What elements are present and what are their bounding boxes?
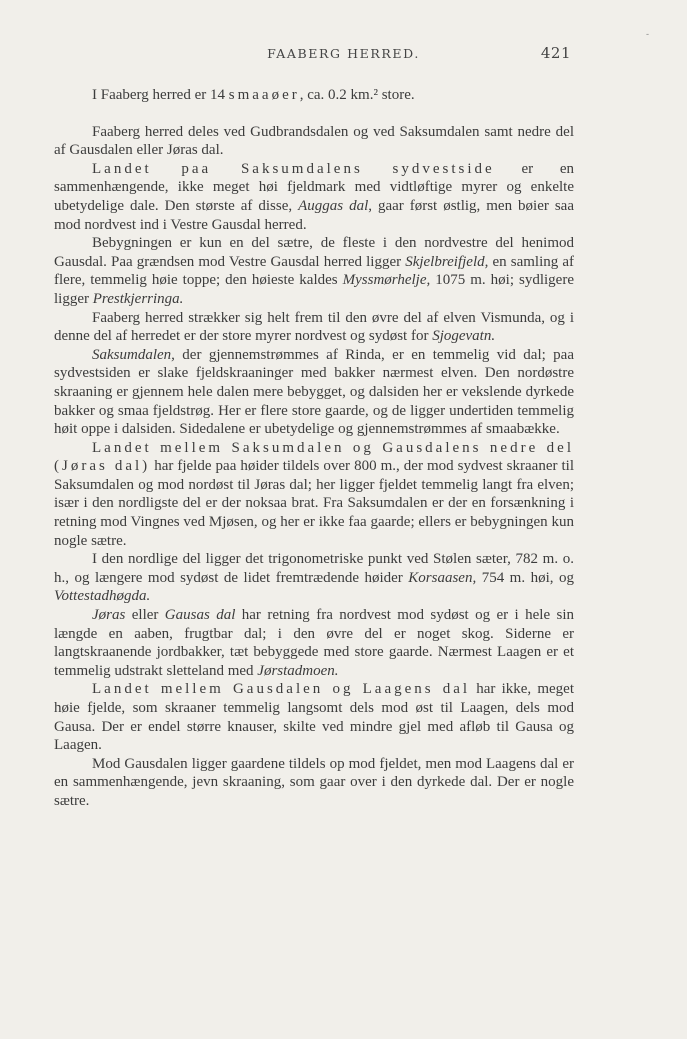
paragraph	[54, 439, 574, 551]
paragraph	[54, 309, 574, 346]
text-segment: I den nordlige del ligger det trigonometriske punkt ved Stølen sæter, 782 m. o. h., og længere mod sydøst de lidet fremtrædende høider	[54, 551, 574, 586]
corner-mark: -	[645, 30, 649, 40]
running-head	[0, 46, 687, 66]
text-segment: har ikke, meget høie fjelde, som skraaner temmelig langsomt dels mod øst til Laagen, dels mod Gausa. Der er endel større knauser, skilte ved mindre gjel med afløb til Gausa og Laagen.	[54, 681, 574, 754]
text-segment: 754 m. høi, og	[476, 569, 574, 586]
text-segment: , ca. 0.2 km.² store.	[299, 87, 415, 103]
paragraph	[54, 160, 574, 234]
italic-place-name: Korsaasen,	[408, 569, 477, 586]
italic-place-name: Auggas dal	[298, 197, 369, 214]
text-segment: har retning fra nordvest mod sydøst og er i hele sin længde en aaben, frugtbar dal; i den øvre del er noget skog. Siderne er langtskraanende jordbakker, tæt bebyggede med store gaarde. Nærmest Laagen er et temmelig udstrakt sletteland med	[54, 607, 574, 679]
paragraph	[54, 234, 574, 308]
body-text	[54, 86, 574, 811]
text-segment: der gjennemstrømmes af Rinda, er en temmelig vid dal; paa sydvestsiden er slake fjeldskraaninger med bakker nærmest elven. Den nordøstre skraaning er gjennem hele dalen mere bebygget, og dalsiden her er vekslende dyrkede bakker og smaa fjeldstrøg. Her er flere store gaarde, og de ligger undertiden temmelig høit oppe i dalsiden. Sidedalene er ubetydelige og gjennemstrømmes af smaabække.	[54, 346, 574, 438]
italic-place-name: Myssmørhelje,	[342, 272, 431, 289]
italic-place-name: Jørstadmoen.	[257, 662, 339, 679]
running-title: FAABERG HERRED.	[267, 46, 420, 61]
italic-place-name: Vottestadhøgda.	[54, 588, 151, 605]
text-segment: I Faaberg herred er 14	[92, 87, 229, 103]
page-number: 421	[540, 44, 571, 62]
text-segment: Faaberg herred deles ved Gudbrandsdalen og ved Saksumdalen samt nedre del af Gausdalen eller Jøras dal.	[54, 123, 574, 159]
italic-place-name: Prestkjerringa.	[92, 290, 184, 307]
italic-place-name: Sjogevatn.	[432, 328, 496, 345]
text-segment: Mod Gausdalen ligger gaardene tildels op mod fjeldet, men mod Laagens dal er en sammenhængende, jevn skraaning, som gaar over i den dyrkede dal. Der er nogle sætre.	[54, 755, 574, 809]
spaced-heading-text: Landet mellem Gausdalen og Laagens dal	[92, 681, 471, 698]
text-segment: Bebygningen er kun en del sætre, de fleste i den nordvestre del henimod Gausdal. Paa grændsen mod Vestre Gausdal herred ligger	[54, 235, 574, 270]
paragraph	[54, 346, 574, 439]
paragraph	[54, 550, 574, 606]
paragraph	[54, 86, 574, 105]
paragraph	[54, 606, 574, 680]
italic-place-name: Skjelbreifjeld,	[405, 253, 489, 270]
text-segment: , gaar først østlig, men bøier saa mod nordvest ind i Vestre Gausdal herred.	[54, 197, 574, 233]
text-segment: Faaberg herred strækker sig helt frem til den øvre del af elven Vismunda, og i denne del af herredet er der store myrer nordvest og sydøst for	[54, 309, 574, 345]
spaced-heading-text: smaaøer	[228, 87, 300, 103]
paragraph	[54, 123, 574, 160]
italic-place-name: Saksumdalen,	[92, 346, 175, 363]
text-segment: 1075 m. høi; sydligere ligger	[54, 272, 574, 307]
paragraph	[54, 755, 574, 811]
italic-place-name: Jøras	[92, 607, 126, 624]
paragraph	[54, 680, 574, 754]
text-segment: er en sammenhængende, ikke meget høi fjeldmark med vidtløftige myrer og enkelte ubetydelige dale. Den største af disse,	[54, 160, 575, 214]
text-segment: har fjelde paa høider tildels over 800 m., der mod sydvest skraaner til Saksumdalen og mod nordøst til Jøras dal; her ligger fjeldet temmelig langt fra elven; især i den nordligste del er der noksaa brat. Fra Saksumdalen er der en forsænkning i retning mod Vingnes ved Mjøsen, og her er ikke faa gaarde; ellers er bebygningen kun nogle sætre.	[54, 458, 574, 549]
italic-place-name: Gausas dal	[164, 607, 236, 624]
text-segment: eller	[125, 607, 165, 624]
spaced-heading-text: Landet mellem Saksumdalen og Gausdalens nedre del (Jøras dal)	[54, 439, 574, 475]
text-segment: en samling af flere, temmelig høie toppe; den høieste kaldes	[54, 253, 574, 289]
spaced-heading-text: Landet paa Saksumdalens sydvestside	[92, 160, 495, 177]
